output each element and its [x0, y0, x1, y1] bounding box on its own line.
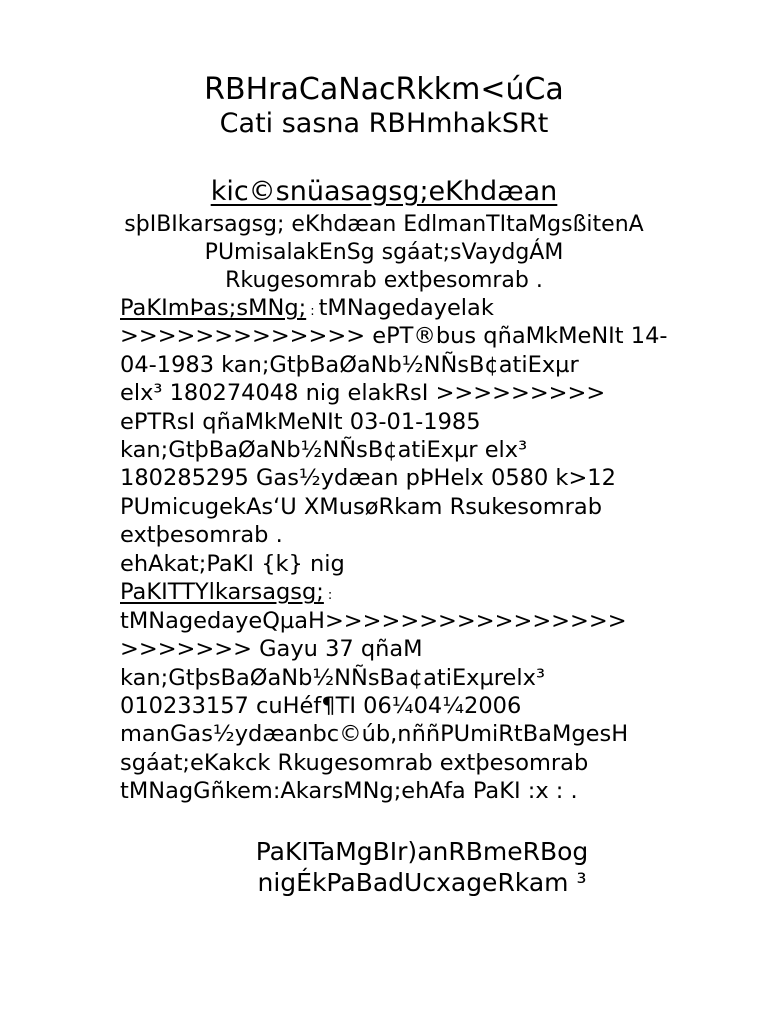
party-b-label-line [120, 578, 740, 606]
party-a-colon: : [310, 304, 315, 319]
party-b-line-5: manGas½ydæanbc©úb,nññPUmiRtBaMgesH [120, 721, 629, 748]
intro-line-3: Rkugesomrab extþesomrab . [225, 268, 543, 293]
party-a-line-1 [120, 294, 740, 322]
document-title: RBHraCaNacRkkm<úCa [204, 72, 564, 107]
party-b-colon: : [327, 588, 333, 604]
party-a-line-3: 04-1983 kan;GtþBaØaNb½NÑsB¢atiExµr [120, 351, 579, 378]
party-a-line-7: 180285295 Gas½ydæan pÞHelx 0580 k>12 [120, 465, 616, 492]
party-a-line-9: extþesomrab . [120, 522, 283, 549]
closing-line-2: nigÉkPaBadUcxageRkam ³ [257, 868, 587, 897]
party-b-line-4: 010233157 cuHéf¶TI 06¼04¼2006 [120, 692, 522, 719]
party-b-label: PaKITTYlkarsagsg; [120, 579, 324, 606]
contract-heading: kic©snüasagsg;eKhdæan [210, 176, 558, 207]
party-b-line-2: >>>>>>> Gayu 37 qñaM [120, 636, 423, 663]
party-a-line-4: elx³ 180274048 nig elakRsI >>>>>>>>> [120, 380, 606, 407]
party-a-line-5: ePTRsI qñaMkMeNIt 03-01-1985 [120, 408, 481, 435]
party-b-line-7: tMNagGñkem:AkarsMNg;ehAfa PaKI :x : . [120, 778, 578, 805]
party-b-line-3: kan;GtþsBaØaNb½NÑsBa¢atiExµrelx³ [120, 664, 545, 691]
closing-line-1: PaKITaMgBIr)anRBmeRBog [255, 837, 589, 866]
party-b-line-1: tMNagedayeQµaH>>>>>>>>>>>>>>>> [120, 607, 627, 634]
intro-line-1: sþIBIkarsagsg; eKhdæan EdlmanTItaMgsßitenA [124, 212, 644, 237]
intro-line-2: PUmisalakEnSg sgáat;sVaydgÁM [204, 240, 564, 265]
party-a-line-6: kan;GtþBaØaNb½NÑsB¢atiExµr elx³ [120, 436, 528, 463]
document-subtitle: Cati sasna RBHmhakSRt [219, 108, 549, 139]
party-a-label: PaKImÞas;sMNg; [120, 295, 307, 321]
party-a-section [120, 294, 740, 550]
party-b-line-6: sgáat;eKakck Rkugesomrab extþesomrab [120, 749, 589, 776]
party-b-section [120, 550, 740, 806]
party-a-line-1-text: tMNagedayelak [318, 295, 494, 321]
party-a-line-8: PUmicugekAs‘U XMusøRkam Rsukesomrab [120, 493, 602, 520]
party-a-line-2: >>>>>>>>>>>>> ePT®bus qñaMkMeNIt 14- [120, 323, 668, 350]
connector-line: ehAkat;PaKI {k} nig [120, 551, 345, 577]
